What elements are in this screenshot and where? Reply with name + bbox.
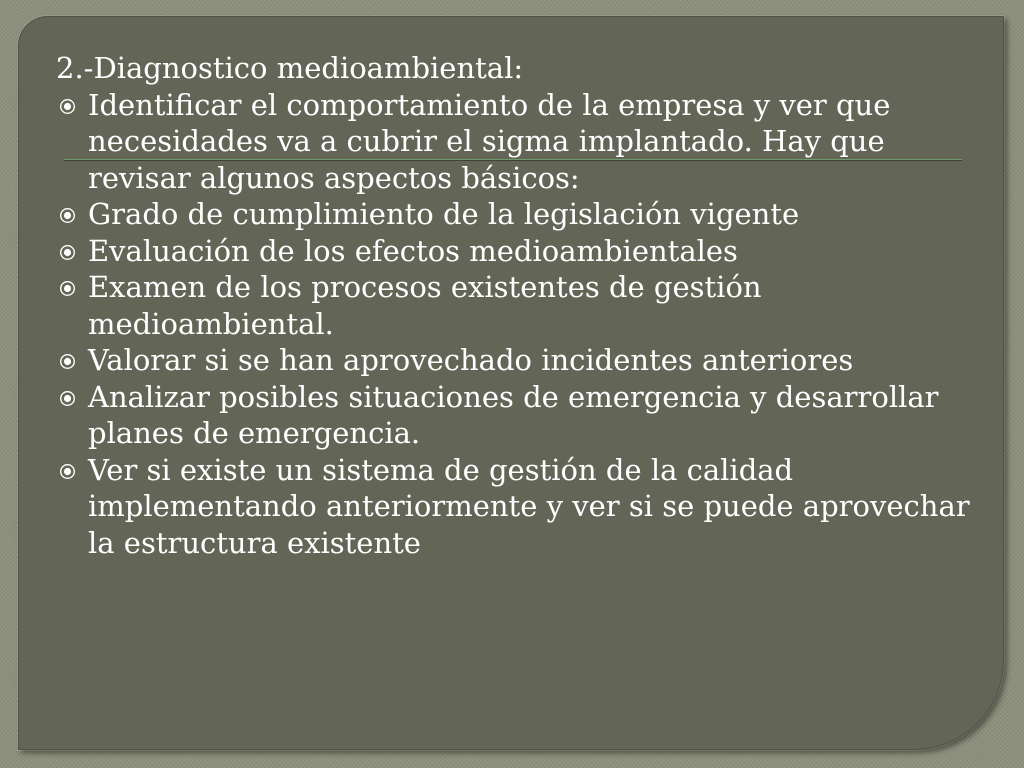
- list-item: [56, 342, 976, 379]
- circled-dot-icon: [59, 244, 76, 261]
- list-item: [56, 379, 976, 452]
- list-item: [56, 233, 976, 270]
- list-item: [56, 269, 976, 342]
- circled-dot-icon: [59, 353, 76, 370]
- bullet-text: Analizar posibles situaciones de emergencia y desarrollar planes de emergencia.: [88, 379, 939, 450]
- list-item: [56, 196, 976, 233]
- circled-dot-icon: [59, 463, 76, 480]
- bullet-text: Ver si existe un sistema de gestión de la calidad implementando anteriormente y ver si se puede aprovechar la estructura existente: [88, 452, 970, 560]
- bullet-text: Examen de los procesos existentes de gestión medioambiental.: [88, 270, 762, 341]
- bullet-text: Identificar el comportamiento de la empresa y ver que necesidades va a cubrir el sigma implantado. Hay que revisar algunos aspectos básicos:: [88, 87, 891, 195]
- bullet-text: Valorar si se han aprovechado incidentes anteriores: [88, 343, 854, 377]
- slide-content: [56, 50, 976, 561]
- circled-dot-icon: [59, 98, 76, 115]
- list-item: [56, 87, 976, 197]
- circled-dot-icon: [59, 207, 76, 224]
- circled-dot-icon: [59, 280, 76, 297]
- bullet-list: [56, 87, 976, 562]
- list-item: [56, 452, 976, 562]
- bullet-text: Grado de cumplimiento de la legislación vigente: [88, 197, 800, 231]
- circled-dot-icon: [59, 390, 76, 407]
- slide-heading: 2.-Diagnostico medioambiental:: [56, 51, 524, 85]
- bullet-text: Evaluación de los efectos medioambientales: [88, 233, 738, 268]
